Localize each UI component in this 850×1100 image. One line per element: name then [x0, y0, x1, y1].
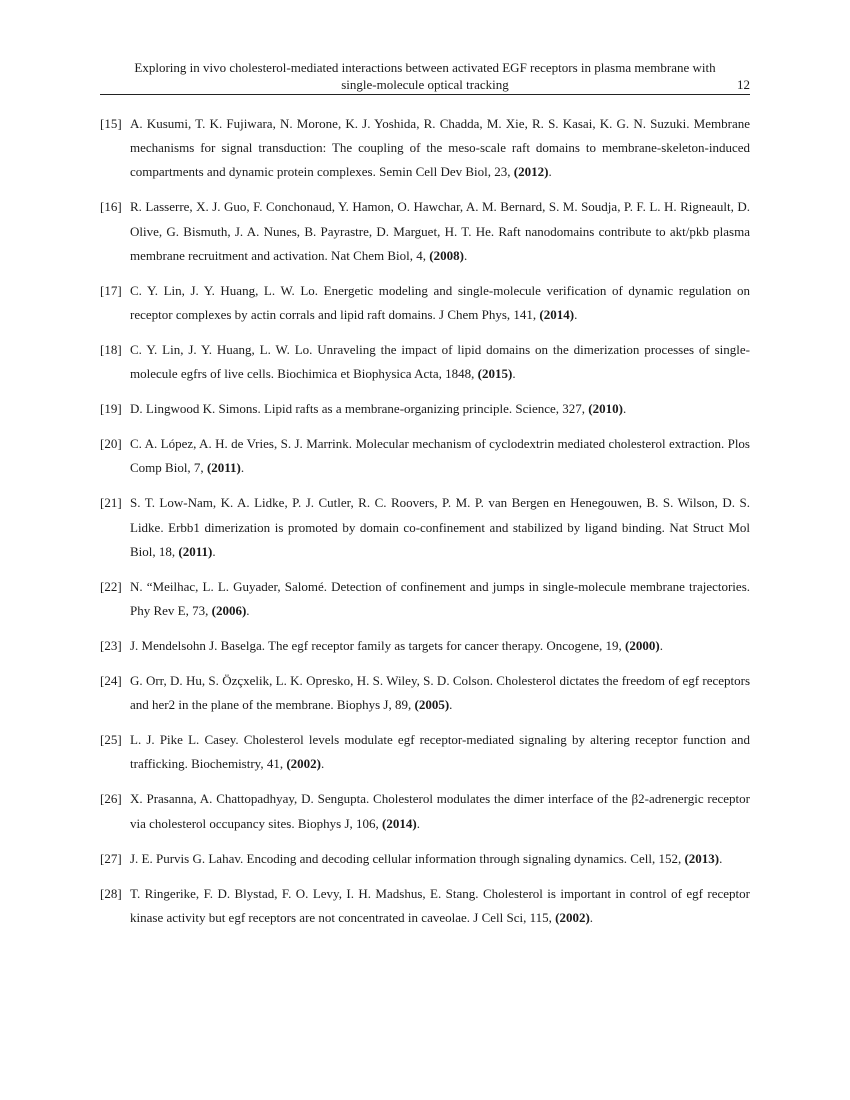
reference-end: . — [416, 815, 420, 831]
reference-text: X. Prasanna, A. Chattopadhyay, D. Sengupta. Cholesterol modulates the dimer interface of the β2-adrenergic receptor via cholesterol occupancy sites. Biophys J, 106, — [130, 791, 750, 831]
reference-year: (2002) — [555, 909, 590, 925]
reference-number: [20] — [100, 436, 122, 452]
page-number: 12 — [737, 77, 750, 92]
reference-item — [100, 432, 750, 480]
reference-item — [100, 279, 750, 327]
reference-end: . — [240, 460, 245, 476]
reference-item — [100, 338, 750, 386]
reference-end: . — [212, 543, 216, 559]
reference-number: [19] — [100, 401, 122, 417]
reference-text: J. Mendelsohn J. Baselga. The egf receptor family as targets for cancer therapy. Oncogene, 19, — [130, 638, 626, 654]
reference-year: (2014) — [382, 815, 417, 831]
reference-text: L. J. Pike L. Casey. Cholesterol levels modulate egf receptor-mediated signaling by altering receptor function and trafficking. Biochemistry, 41, — [130, 732, 750, 772]
reference-end: . — [463, 247, 468, 263]
reference-end: . — [719, 850, 723, 866]
reference-number: [23] — [100, 638, 122, 654]
reference-end: . — [589, 909, 594, 925]
reference-text: A. Kusumi, T. K. Fujiwara, N. Morone, K. J. Yoshida, R. Chadda, M. Xie, R. S. Kasai, K. G. N. Suzuki. Membrane mechanisms for signal transduction: The coupling of the meso-scale raft domains to membrane-skeleton-induced compartments and dynamic protein complexes. Semin Cell Dev Biol, 23, — [130, 116, 750, 180]
reference-text: J. E. Purvis G. Lahav. Encoding and decoding cellular information through signaling dynamics. Cell, 152, — [130, 850, 685, 866]
reference-year: (2000) — [625, 638, 660, 654]
reference-number: [16] — [100, 199, 122, 215]
reference-year: (2005) — [414, 697, 450, 713]
reference-number: [15] — [100, 116, 122, 131]
reference-text: D. Lingwood K. Simons. Lipid rafts as a membrane-organizing principle. Science, 327, — [130, 401, 589, 417]
reference-text: C. Y. Lin, J. Y. Huang, L. W. Lo. Energetic modeling and single-molecule verification of dynamic regulation on receptor complexes by actin corrals and lipid raft domains. J Chem Phys, 141, — [130, 282, 750, 323]
reference-number: [27] — [100, 850, 122, 866]
reference-year: (2013) — [684, 850, 720, 866]
reference-year: (2014) — [539, 307, 575, 323]
reference-end: . — [321, 756, 325, 772]
reference-number: [22] — [100, 578, 122, 594]
reference-year: (2002) — [286, 756, 322, 772]
running-title-line2: single-molecule optical tracking — [341, 77, 509, 92]
reference-text: G. Orr, D. Hu, S. Özçxelik, L. K. Opresko, H. S. Wiley, S. D. Colson. Cholesterol dictates the freedom of egf receptors and her2 in the plane of the membrane. Biophys J, 89, — [130, 673, 750, 713]
reference-number: [28] — [100, 885, 122, 901]
reference-text: C. A. López, A. H. de Vries, S. J. Marrink. Molecular mechanism of cyclodextrin mediated cholesterol extraction. Plos Comp Biol, 7, — [130, 436, 750, 476]
reference-year: (2008) — [429, 247, 464, 263]
reference-item — [100, 728, 750, 776]
reference-number: [17] — [100, 282, 122, 298]
reference-year: (2011) — [178, 543, 213, 559]
reference-item — [100, 112, 750, 185]
reference-end: . — [574, 307, 578, 323]
reference-end: . — [548, 164, 552, 180]
reference-text: N. “Meilhac, L. L. Guyader, Salomé. Detection of confinement and jumps in single-molecule membrane trajectories. Phy Rev E, 73, — [130, 578, 750, 619]
reference-item — [100, 397, 750, 421]
reference-year: (2006) — [211, 603, 247, 619]
reference-number: [18] — [100, 342, 122, 358]
reference-item — [100, 787, 750, 835]
reference-item — [100, 575, 750, 623]
reference-text: C. Y. Lin, J. Y. Huang, L. W. Lo. Unraveling the impact of lipid domains on the dimerization processes of single-molecule egfrs of live cells. Biochimica et Biophysica Acta, 1848, — [130, 342, 750, 382]
reference-number: [25] — [100, 732, 122, 748]
reference-end: . — [246, 603, 250, 619]
reference-year: (2011) — [206, 460, 241, 476]
running-title — [100, 59, 750, 93]
running-title-line1: Exploring in vivo cholesterol-mediated interactions between activated EGF receptors in plasma membrane with — [134, 60, 716, 75]
reference-end: . — [449, 697, 453, 713]
reference-list — [100, 112, 750, 941]
reference-text: S. T. Low-Nam, K. A. Lidke, P. J. Cutler, R. C. Roovers, P. M. P. van Bergen en Henegouwen, B. S. Wilson, D. S. Lidke. Erbb1 dimerization is promoted by domain co-confinement and stabilized by ligand binding. Nat Struct Mol Biol, 18, — [130, 495, 750, 559]
reference-end: . — [622, 401, 627, 417]
reference-number: [26] — [100, 791, 122, 807]
reference-text: T. Ringerike, F. D. Blystad, F. O. Levy, I. H. Madshus, E. Stang. Cholesterol is important in control of egf receptor kinase activity but egf receptors are not concentrated in caveolae. J Cell Sci, 115, — [130, 885, 750, 925]
reference-item — [100, 847, 750, 871]
reference-year: (2012) — [513, 164, 549, 180]
reference-item — [100, 634, 750, 658]
reference-end: . — [512, 366, 516, 382]
reference-item — [100, 669, 750, 717]
reference-item — [100, 195, 750, 268]
reference-number: [24] — [100, 673, 122, 689]
reference-end: . — [659, 638, 663, 654]
reference-year: (2015) — [477, 366, 513, 382]
reference-item — [100, 491, 750, 564]
running-header — [100, 59, 750, 95]
reference-text: R. Lasserre, X. J. Guo, F. Conchonaud, Y. Hamon, O. Hawchar, A. M. Bernard, S. M. Soudja, P. F. L. H. Rigneault, D. Olive, G. Bismuth, J. A. Nunes, B. Payrastre, D. Marguet, H. T. He. Raft nanodomains contribute to akt/pkb plasma membrane recruitment and activation. Nat Chem Biol, 4, — [130, 199, 750, 263]
reference-year: (2010) — [588, 401, 623, 417]
reference-item — [100, 882, 750, 930]
reference-number: [21] — [100, 495, 122, 511]
